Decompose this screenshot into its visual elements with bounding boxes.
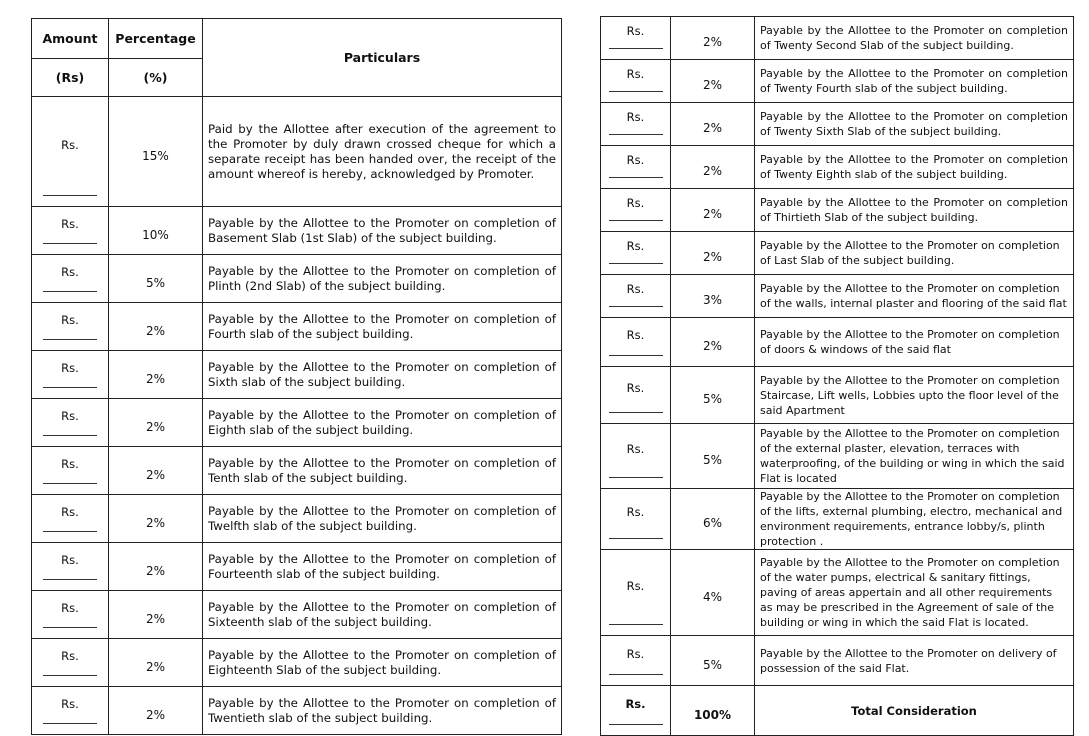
amount-label: Rs. bbox=[626, 505, 645, 519]
particulars-cell: Payable by the Allottee to the Promoter on completion of Twelfth slab of the subject building. bbox=[203, 495, 562, 543]
amount-blank-line bbox=[609, 538, 663, 539]
amount-label: Rs. bbox=[625, 696, 646, 711]
table-row bbox=[32, 543, 562, 591]
particulars-cell: Payable by the Allottee to the Promoter on completion of Twenty Eighth slab of the subject building. bbox=[755, 146, 1074, 189]
particulars-cell: Payable by the Allottee to the Promoter on completion of Twenty Fourth slab of the subject building. bbox=[755, 60, 1074, 103]
table-row bbox=[32, 591, 562, 639]
amount-blank-line bbox=[609, 674, 663, 675]
table-row bbox=[601, 424, 1074, 489]
amount-blank-line bbox=[43, 291, 97, 292]
percentage-cell: 2% bbox=[109, 591, 203, 639]
percentage-cell: 2% bbox=[109, 303, 203, 351]
table-row bbox=[601, 275, 1074, 318]
amount-label: Rs. bbox=[626, 381, 645, 395]
amount-label: Rs. bbox=[61, 504, 79, 519]
amount-label: Rs. bbox=[61, 408, 79, 423]
particulars-cell: Payable by the Allottee to the Promoter on completion of the external plaster, elevation, terraces with waterproofing, of the building or wing in which the said Flat is located bbox=[755, 424, 1074, 489]
amount-blank-line bbox=[609, 306, 663, 307]
amount-label: Rs. bbox=[61, 216, 79, 231]
amount-blank-line bbox=[43, 435, 97, 436]
table-row bbox=[32, 447, 562, 495]
table-row bbox=[601, 146, 1074, 189]
percentage-cell: 2% bbox=[671, 146, 755, 189]
particulars-cell: Payable by the Allottee to the Promoter on completion of the lifts, external plumbing, electro, mechanical and environment requirements, entrance lobby/s, plinth protection . bbox=[755, 489, 1074, 550]
particulars-cell: Paid by the Allottee after execution of the agreement to the Promoter by duly drawn crossed cheque for which a separate receipt has been handed over, the receipt of the amount whereof is hereby, acknowledged by Promoter. bbox=[203, 97, 562, 207]
amount-label: Rs. bbox=[626, 239, 645, 253]
amount-label: Rs. bbox=[626, 110, 645, 124]
amount-label: Rs. bbox=[626, 153, 645, 167]
amount-blank-line bbox=[43, 579, 97, 580]
percentage-cell: 3% bbox=[671, 275, 755, 318]
amount-cell[interactable] bbox=[32, 303, 109, 351]
amount-blank-line bbox=[609, 724, 663, 725]
table-row bbox=[601, 550, 1074, 636]
total-row bbox=[601, 686, 1074, 736]
table-row bbox=[601, 367, 1074, 424]
percentage-cell: 2% bbox=[109, 447, 203, 495]
amount-blank-line bbox=[43, 675, 97, 676]
amount-label: Rs. bbox=[61, 648, 79, 663]
amount-blank-line bbox=[43, 339, 97, 340]
amount-unit-header: (Rs) bbox=[32, 59, 109, 97]
particulars-cell: Payable by the Allottee to the Promoter on completion of Basement Slab (1st Slab) of the subject building. bbox=[203, 207, 562, 255]
amount-cell[interactable] bbox=[601, 189, 671, 232]
amount-blank-line bbox=[609, 220, 663, 221]
particulars-cell: Payable by the Allottee to the Promoter on completion of Sixth slab of the subject building. bbox=[203, 351, 562, 399]
amount-blank-line bbox=[609, 624, 663, 625]
table-row bbox=[601, 489, 1074, 550]
amount-blank-line bbox=[609, 91, 663, 92]
amount-cell[interactable] bbox=[601, 424, 671, 489]
percentage-cell: 5% bbox=[671, 424, 755, 489]
amount-cell[interactable] bbox=[601, 232, 671, 275]
particulars-cell: Payable by the Allottee to the Promoter on completion of Tenth slab of the subject building. bbox=[203, 447, 562, 495]
amount-label: Rs. bbox=[61, 696, 79, 711]
amount-blank-line bbox=[609, 263, 663, 264]
amount-cell[interactable] bbox=[32, 255, 109, 303]
percentage-cell: 5% bbox=[671, 636, 755, 686]
amount-cell[interactable] bbox=[32, 351, 109, 399]
table-row bbox=[601, 60, 1074, 103]
table-row bbox=[601, 103, 1074, 146]
table-row bbox=[32, 687, 562, 735]
percentage-cell: 15% bbox=[109, 97, 203, 207]
amount-label: Rs. bbox=[626, 646, 645, 661]
amount-cell[interactable] bbox=[601, 275, 671, 318]
table-row bbox=[32, 97, 562, 207]
amount-blank-line bbox=[609, 412, 663, 413]
table-row bbox=[601, 17, 1074, 60]
amount-label: Rs. bbox=[626, 442, 645, 456]
percentage-cell: 6% bbox=[671, 489, 755, 550]
particulars-cell: Payable by the Allottee to the Promoter on completion of doors & windows of the said flat bbox=[755, 318, 1074, 367]
amount-cell[interactable] bbox=[601, 367, 671, 424]
particulars-cell: Payable by the Allottee to the Promoter on completion of the walls, internal plaster and flooring of the said flat bbox=[755, 275, 1074, 318]
amount-cell[interactable] bbox=[601, 550, 671, 636]
particulars-cell: Payable by the Allottee to the Promoter on completion of Twentieth slab of the subject building. bbox=[203, 687, 562, 735]
table-row bbox=[32, 351, 562, 399]
particulars-cell: Payable by the Allottee to the Promoter on delivery of possession of the said Flat. bbox=[755, 636, 1074, 686]
amount-blank-line bbox=[43, 483, 97, 484]
amount-blank-line bbox=[43, 531, 97, 532]
amount-blank-line bbox=[43, 627, 97, 628]
amount-blank-line bbox=[43, 243, 97, 244]
amount-label: Rs. bbox=[626, 282, 645, 296]
table-row bbox=[601, 636, 1074, 686]
amount-label: Rs. bbox=[61, 312, 79, 327]
percentage-cell: 5% bbox=[109, 255, 203, 303]
particulars-cell: Payable by the Allottee to the Promoter on completion of Fourth slab of the subject building. bbox=[203, 303, 562, 351]
particulars-header: Particulars bbox=[203, 19, 562, 97]
table-row bbox=[32, 303, 562, 351]
percentage-cell: 5% bbox=[671, 367, 755, 424]
amount-cell[interactable] bbox=[601, 103, 671, 146]
amount-blank-line bbox=[43, 195, 97, 196]
particulars-cell: Payable by the Allottee to the Promoter on completion of Plinth (2nd Slab) of the subject building. bbox=[203, 255, 562, 303]
percentage-cell: 100% bbox=[671, 686, 755, 736]
percentage-cell: 2% bbox=[109, 399, 203, 447]
percentage-cell: 2% bbox=[671, 17, 755, 60]
amount-label: Rs. bbox=[626, 196, 645, 210]
amount-label: Rs. bbox=[61, 552, 79, 567]
amount-cell[interactable] bbox=[32, 207, 109, 255]
payment-schedule-table-right bbox=[600, 16, 1074, 736]
amount-blank-line bbox=[43, 387, 97, 388]
particulars-cell: Payable by the Allottee to the Promoter on completion of Twenty Second Slab of the subject building. bbox=[755, 17, 1074, 60]
amount-blank-line bbox=[609, 134, 663, 135]
percentage-unit-header: (%) bbox=[109, 59, 203, 97]
table-row bbox=[601, 189, 1074, 232]
amount-blank-line bbox=[609, 477, 663, 478]
table-row bbox=[601, 232, 1074, 275]
particulars-cell: Payable by the Allottee to the Promoter on completion of Thirtieth Slab of the subject building. bbox=[755, 189, 1074, 232]
total-consideration-label: Total Consideration bbox=[755, 686, 1074, 736]
percentage-cell: 2% bbox=[109, 639, 203, 687]
percentage-cell: 2% bbox=[671, 189, 755, 232]
amount-blank-line bbox=[609, 177, 663, 178]
particulars-cell: Payable by the Allottee to the Promoter on completion of Eighteenth Slab of the subject building. bbox=[203, 639, 562, 687]
table-row bbox=[601, 318, 1074, 367]
amount-label: Rs. bbox=[626, 67, 645, 81]
percentage-header: Percentage bbox=[109, 19, 203, 59]
amount-label: Rs. bbox=[61, 137, 79, 152]
percentage-cell: 10% bbox=[109, 207, 203, 255]
amount-label: Rs. bbox=[61, 360, 79, 375]
percentage-cell: 2% bbox=[671, 60, 755, 103]
percentage-cell: 2% bbox=[109, 351, 203, 399]
percentage-cell: 2% bbox=[109, 495, 203, 543]
table-row bbox=[32, 639, 562, 687]
amount-label: Rs. bbox=[61, 456, 79, 471]
table-row bbox=[32, 399, 562, 447]
amount-blank-line bbox=[609, 48, 663, 49]
particulars-cell: Payable by the Allottee to the Promoter on completion of Fourteenth slab of the subject building. bbox=[203, 543, 562, 591]
amount-cell[interactable] bbox=[601, 489, 671, 550]
percentage-cell: 2% bbox=[109, 543, 203, 591]
particulars-cell: Payable by the Allottee to the Promoter on completion of the water pumps, electrical & sanitary fittings, paving of areas appertain and all other requirements as may be prescribed in the Agreement of sale of the building or wing in which the said Flat is located. bbox=[755, 550, 1074, 636]
particulars-cell: Payable by the Allottee to the Promoter on completion Staircase, Lift wells, Lobbies upto the floor level of the said Apartment bbox=[755, 367, 1074, 424]
percentage-cell: 2% bbox=[109, 687, 203, 735]
amount-blank-line bbox=[43, 723, 97, 724]
percentage-cell: 4% bbox=[671, 550, 755, 636]
amount-cell[interactable] bbox=[32, 97, 109, 207]
amount-label: Rs. bbox=[61, 264, 79, 279]
particulars-cell: Payable by the Allottee to the Promoter on completion of Twenty Sixth Slab of the subject building. bbox=[755, 103, 1074, 146]
amount-label: Rs. bbox=[626, 328, 645, 342]
percentage-cell: 2% bbox=[671, 232, 755, 275]
amount-label: Rs. bbox=[626, 578, 645, 593]
amount-cell[interactable] bbox=[32, 543, 109, 591]
amount-cell[interactable] bbox=[601, 686, 671, 736]
amount-label: Rs. bbox=[61, 600, 79, 615]
payment-schedule-table-left bbox=[31, 18, 562, 735]
amount-cell[interactable] bbox=[32, 495, 109, 543]
percentage-cell: 2% bbox=[671, 318, 755, 367]
percentage-cell: 2% bbox=[671, 103, 755, 146]
table-row bbox=[32, 207, 562, 255]
particulars-cell: Payable by the Allottee to the Promoter on completion of Last Slab of the subject building. bbox=[755, 232, 1074, 275]
amount-header: Amount bbox=[32, 19, 109, 59]
amount-cell[interactable] bbox=[32, 639, 109, 687]
amount-cell[interactable] bbox=[32, 687, 109, 735]
amount-cell[interactable] bbox=[32, 447, 109, 495]
amount-cell[interactable] bbox=[601, 636, 671, 686]
amount-cell[interactable] bbox=[32, 399, 109, 447]
amount-cell[interactable] bbox=[32, 591, 109, 639]
amount-cell[interactable] bbox=[601, 17, 671, 60]
amount-label: Rs. bbox=[626, 24, 645, 38]
particulars-cell: Payable by the Allottee to the Promoter on completion of Eighth slab of the subject building. bbox=[203, 399, 562, 447]
amount-cell[interactable] bbox=[601, 146, 671, 189]
table-row bbox=[32, 495, 562, 543]
amount-cell[interactable] bbox=[601, 318, 671, 367]
particulars-cell: Payable by the Allottee to the Promoter on completion of Sixteenth slab of the subject building. bbox=[203, 591, 562, 639]
table-row bbox=[32, 255, 562, 303]
amount-blank-line bbox=[609, 355, 663, 356]
amount-cell[interactable] bbox=[601, 60, 671, 103]
